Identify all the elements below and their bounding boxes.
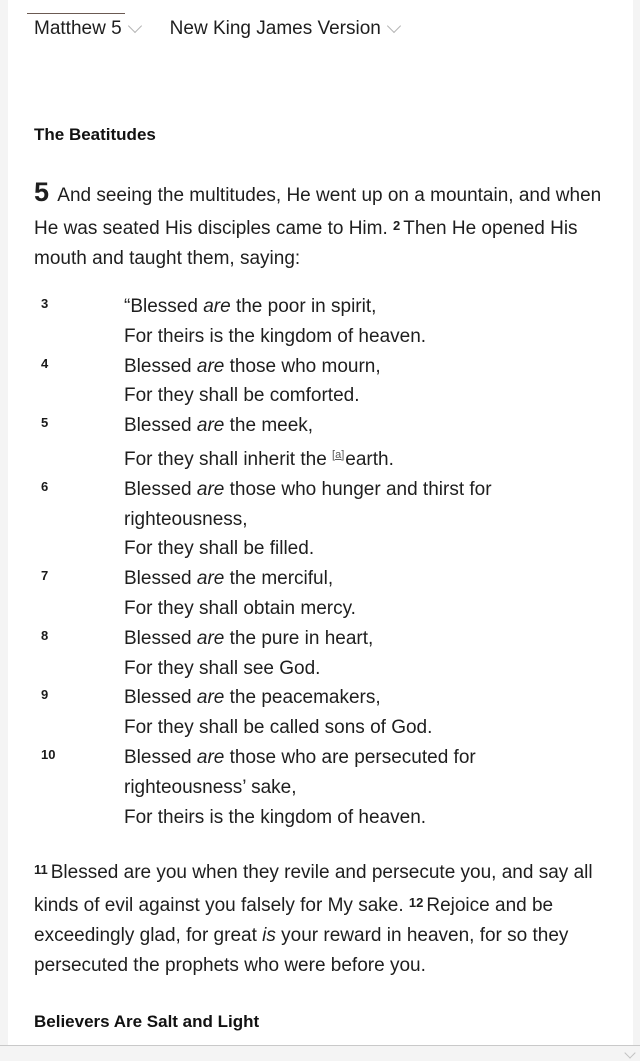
line-text: those who hunger and thirst for <box>224 478 492 500</box>
verse-number: 3 <box>41 296 49 311</box>
verse-number: 6 <box>41 478 49 494</box>
poetry-line <box>34 352 624 382</box>
verse-number: 8 <box>41 627 49 643</box>
line-text: “Blessed <box>124 296 204 317</box>
poetry-line <box>34 411 624 441</box>
chevron-down-icon[interactable] <box>624 1047 635 1058</box>
italic-word: is <box>262 925 276 946</box>
verse-text: your reward in heaven, for so they persecuted the prophets who were before you. <box>34 925 569 976</box>
verse-text: Rejoice and be exceedingly glad, for great <box>34 895 554 946</box>
verse-number: 9 <box>41 687 49 703</box>
verse-text: Then He opened His mouth and taught them, saying: <box>34 218 578 269</box>
line-text: Blessed <box>124 627 197 649</box>
line-text: those who mourn, <box>224 355 381 377</box>
poetry-line: For theirs is the kingdom of heaven. <box>124 806 427 828</box>
verse-number: 5 <box>41 415 49 431</box>
verse-number: 10 <box>41 746 56 762</box>
poetry-line: For they shall obtain mercy. <box>124 597 356 619</box>
poetry-line: For they shall be comforted. <box>124 385 360 407</box>
chevron-down-icon <box>128 19 142 33</box>
poetry-line <box>34 624 624 654</box>
section-heading: The Beatitudes <box>34 125 156 144</box>
beatitudes-poetry <box>34 292 624 832</box>
line-text: For they shall inherit the <box>124 448 333 470</box>
verse-number: 7 <box>41 568 49 584</box>
section-heading: Believers Are Salt and Light <box>34 1012 260 1031</box>
italic-word: are <box>196 568 225 590</box>
verse-number: 11 <box>34 862 48 877</box>
verse-paragraph-intro <box>34 177 619 274</box>
verse-paragraph-closing <box>34 855 619 981</box>
verse-number: 12 <box>408 895 424 910</box>
version-label: New King James Version <box>169 18 381 39</box>
book-chapter-label: Matthew 5 <box>34 18 122 39</box>
book-chapter-dropdown[interactable] <box>34 18 140 40</box>
line-text: Blessed <box>124 415 197 437</box>
poetry-line: For they shall be filled. <box>124 538 315 560</box>
verse-number: 4 <box>41 355 49 371</box>
poetry-line <box>34 292 624 322</box>
poetry-line: For they shall be called sons of God. <box>124 717 433 739</box>
line-text: Blessed <box>124 355 197 377</box>
verse-text: Blessed are you when they revile and persecute you, and say all kinds of evil against you falsely for My sake. <box>34 862 593 916</box>
italic-word: are <box>196 687 225 709</box>
poetry-line: For theirs is the kingdom of heaven. <box>124 325 427 347</box>
poetry-line <box>34 564 624 594</box>
active-tab-indicator <box>27 13 125 14</box>
poetry-line <box>34 743 624 773</box>
italic-word: are <box>196 355 225 377</box>
passage-selector-bar <box>34 16 399 42</box>
chapter-number: 5 <box>34 177 50 207</box>
line-text: the poor in spirit, <box>230 296 377 317</box>
chevron-down-icon <box>387 19 401 33</box>
line-text: those who are persecuted for <box>224 746 476 768</box>
verse-number: 2 <box>393 218 401 233</box>
line-text: the meek, <box>224 415 314 437</box>
line-text: earth. <box>345 448 394 470</box>
poetry-line: righteousness’ sake, <box>124 776 297 798</box>
italic-word: are <box>196 415 225 437</box>
line-text: the pure in heart, <box>224 627 374 649</box>
version-dropdown[interactable] <box>170 18 399 40</box>
poetry-line <box>34 475 624 505</box>
line-text: Blessed <box>124 478 197 500</box>
italic-word: are <box>196 478 225 500</box>
italic-word: are <box>203 296 231 317</box>
line-text: Blessed <box>124 568 197 590</box>
line-text: the peacemakers, <box>224 687 381 709</box>
italic-word: are <box>196 746 225 768</box>
italic-word: are <box>196 627 225 649</box>
poetry-line: For they shall see God. <box>124 657 321 679</box>
line-text: Blessed <box>124 687 197 709</box>
line-text: Blessed <box>124 746 197 768</box>
bottom-divider <box>0 1045 640 1046</box>
verse-text: And seeing the multitudes, He went up on a mountain, and when He was seated His disciples came to Him. <box>34 185 602 239</box>
poetry-line <box>34 683 624 713</box>
poetry-line <box>34 441 624 475</box>
footnote-link[interactable]: [a] <box>332 448 345 461</box>
line-text: the merciful, <box>224 568 334 590</box>
poetry-line: righteousness, <box>124 508 248 530</box>
